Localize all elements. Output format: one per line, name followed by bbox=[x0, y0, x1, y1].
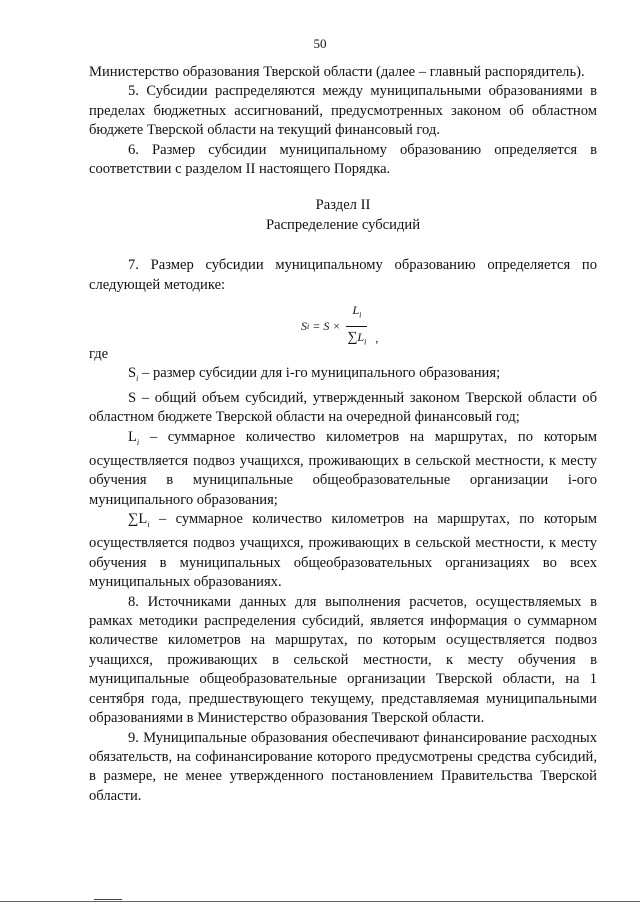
section-title: Раздел II bbox=[315, 197, 371, 214]
formula bbox=[301, 301, 378, 352]
symbol-l-sub: i bbox=[136, 437, 140, 447]
paragraph-7: 7. Размер субсидии муниципальному образованию определяется по следующей методике: bbox=[89, 257, 597, 293]
definition-si bbox=[89, 364, 597, 388]
formula-fraction bbox=[346, 301, 367, 352]
formula-numerator bbox=[346, 301, 367, 327]
scan-edge-line bbox=[0, 899, 640, 905]
paragraph-5: 5. Субсидии распределяются между муниципальными образованиями в пределах бюджетных ассигнований, предусмотренных законом об областном бюджете Тверской области на текущий финансовый год. bbox=[89, 83, 597, 139]
symbol-s: S bbox=[128, 365, 137, 382]
formula-comma: , bbox=[375, 330, 379, 345]
symbol-s-sub: i bbox=[136, 374, 139, 384]
definition-li-text: – суммарное количество километров на маршрутах, по которым осуществляется подвоз учащихся, проживающих в сельской местности, к месту обучения в муниципальные общеобразовательные организации i-ого муниципального образования; bbox=[89, 428, 597, 508]
denominator-sub: i bbox=[364, 337, 367, 347]
symbol-l: L bbox=[128, 428, 137, 445]
document-body bbox=[89, 63, 597, 806]
numerator-symbol: L bbox=[352, 303, 360, 318]
symbol-sum-l-sub: i bbox=[147, 520, 150, 530]
formula-block bbox=[89, 295, 597, 345]
formula-lhs: S bbox=[301, 318, 307, 333]
definition-s: S – общий объем субсидий, утвержденный законом Тверской области об областном бюджете Тверской области на очередной финансовый год; bbox=[89, 389, 597, 426]
definition-sum-li bbox=[89, 510, 597, 593]
where-label: где bbox=[89, 346, 109, 363]
definition-sum-li-text: – суммарное количество километров на маршрутах, по которым осуществляется подвоз учащихся, проживающих в сельской местности, к месту обучения в муниципальных общеобразовательных организациях во всех муниципальных образованиях. bbox=[89, 511, 597, 591]
symbol-sum-l: ∑L bbox=[128, 511, 148, 528]
formula-eq: = S × bbox=[309, 318, 344, 333]
denominator-symbol: L bbox=[357, 329, 365, 344]
definition-li bbox=[89, 428, 597, 511]
page-number: 50 bbox=[313, 36, 327, 51]
formula-lhs-sub: i bbox=[307, 321, 310, 331]
section-subtitle: Распределение субсидий bbox=[265, 216, 421, 233]
sigma-symbol: ∑ bbox=[347, 329, 358, 345]
formula-denominator bbox=[347, 327, 366, 352]
paragraph-9: 9. Муниципальные образования обеспечивают финансирование расходных обязательств, на софинансирование которого предусмотрены средства субсидий, в размере, не менее утвержденного постановлением Правительства Тверской области. bbox=[89, 729, 597, 804]
paragraph-8: 8. Источниками данных для выполнения расчетов, осуществляемых в рамках методики распределения субсидий, является информация о суммарном количестве километров на маршрутах, по которым осуществляется подвоз учащихся, проживающих в сельской местности, к месту обучения в муниципальные общеобразовательные организации Тверской области, на 1 сентября года, предшествующего текущему, представляемая муниципальными образованиями в Министерство образования Тверской области. bbox=[89, 593, 597, 727]
numerator-sub: i bbox=[359, 310, 362, 320]
paragraph-intro: Министерство образования Тверской области (далее – главный распорядитель). bbox=[89, 64, 585, 80]
definition-si-text: – размер субсидии для i-го муниципального образования; bbox=[138, 365, 501, 382]
paragraph-6: 6. Размер субсидии муниципальному образованию определяется в соответствии с разделом II настоящего Порядка. bbox=[89, 141, 597, 178]
